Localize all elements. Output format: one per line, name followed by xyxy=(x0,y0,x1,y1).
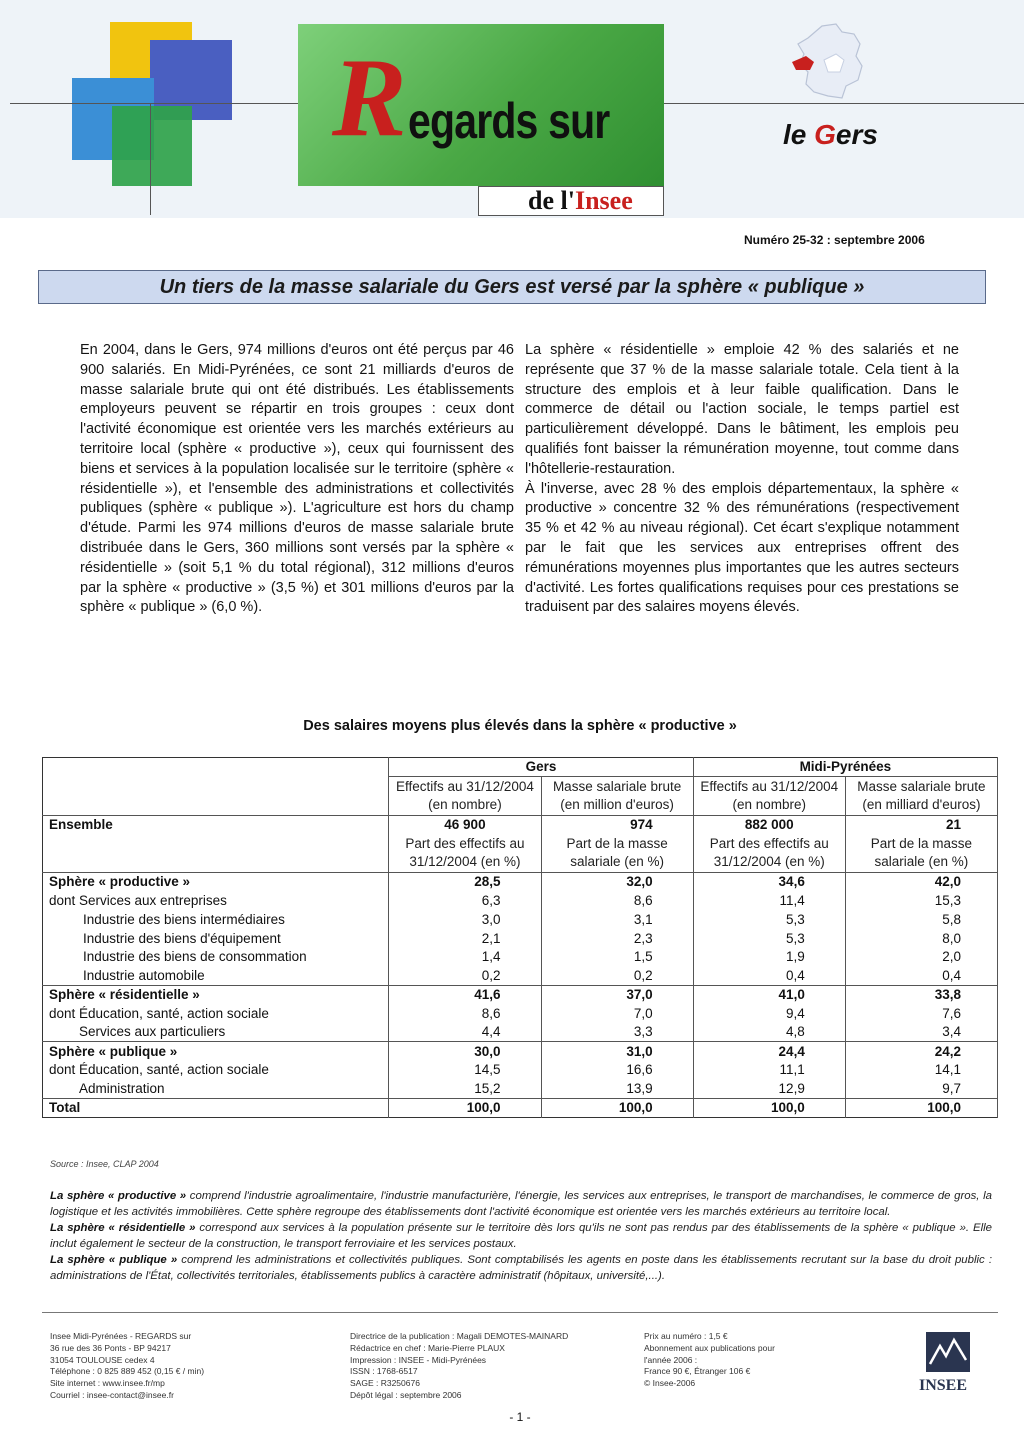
table-row-ensemble xyxy=(43,816,998,835)
table-cell: 15,3 xyxy=(845,892,997,911)
table-row xyxy=(43,910,998,929)
body-column-left xyxy=(80,341,514,618)
table-cell: 13,9 xyxy=(541,1080,693,1099)
column-header: Masse salariale brute (en million d'euros) xyxy=(541,777,693,816)
body-paragraph: La sphère « résidentielle » emploie 42 % des salariés et ne représente que 37 % de la masse salariale totale. Cela tient à la structure des emplois et à leur faible qualification. Dans le commerce de détail ou l'action sociale, le temps partiel est particulièrement développé. Dans le bâtiment, les emplois peu qualifiés font baisser la rémunération moyenne, tout comme dans l'hôtellerie-restauration. xyxy=(525,342,959,477)
table-cell: 11,4 xyxy=(693,892,845,911)
footer-line: France 90 €, Étranger 106 € xyxy=(644,1366,751,1377)
definitions xyxy=(50,1188,992,1284)
table-cell: 11,1 xyxy=(693,1061,845,1080)
table-corner xyxy=(43,758,389,777)
body-paragraph: À l'inverse, avec 28 % des emplois départementaux, la sphère « productive » concentre 32 % des rémunérations (respectivement 35 % et 42 % au niveau régional). Cet écart s'explique notamment par le fait que les services aux entreprises offrent des rémunérations moyennes plus importantes que les autres secteurs d'activité. Les fortes qualifications requises pour ces prestations se traduisent par des salaires moyens élevés. xyxy=(525,480,959,616)
salary-table xyxy=(42,757,998,1118)
logo-initial: R xyxy=(332,36,407,160)
column-header: Part de la masse salariale (en %) xyxy=(845,834,997,873)
table-cell: 1,5 xyxy=(541,948,693,967)
table-cell: 37,0 xyxy=(541,986,693,1005)
table-cell: 882 000 xyxy=(693,816,845,835)
row-label: dont Éducation, santé, action sociale xyxy=(43,1004,389,1023)
table-cell: 12,9 xyxy=(693,1080,845,1099)
table-cell: 2,0 xyxy=(845,948,997,967)
table-cell: 2,1 xyxy=(389,929,541,948)
insee-logo-text: INSEE xyxy=(918,1377,968,1394)
column-header: Effectifs au 31/12/2004 (en nombre) xyxy=(693,777,845,816)
table-cell: 3,0 xyxy=(389,910,541,929)
table-cell: 0,4 xyxy=(693,967,845,986)
department-title: le Gers xyxy=(783,119,878,150)
table-cell: 5,8 xyxy=(845,910,997,929)
footer-divider xyxy=(42,1312,998,1313)
footer-line: 36 rue des 36 Ponts - BP 94217 xyxy=(50,1342,171,1353)
table-cell: 100,0 xyxy=(845,1098,997,1117)
table-row xyxy=(43,986,998,1005)
table-row xyxy=(43,929,998,948)
table-row-total xyxy=(43,1098,998,1117)
table-cell: 9,7 xyxy=(845,1080,997,1099)
footer-publication xyxy=(350,1331,568,1402)
table-row xyxy=(43,873,998,892)
row-label: Sphère « productive » xyxy=(43,873,389,892)
footer-pricing xyxy=(644,1331,775,1390)
table-cell: 41,0 xyxy=(693,986,845,1005)
footer-line: ISSN : 1768-6517 xyxy=(350,1366,418,1377)
table-cell: 1,4 xyxy=(389,948,541,967)
logo-square-green xyxy=(112,106,192,186)
group-header-gers: Gers xyxy=(389,758,693,777)
footer-line: Courriel : insee-contact@insee.fr xyxy=(50,1389,174,1400)
table-source: Source : Insee, CLAP 2004 xyxy=(50,1159,159,1169)
table-cell: 34,6 xyxy=(693,873,845,892)
page-number: - 1 - xyxy=(509,1410,531,1424)
logo-subtitle: de l'Insee xyxy=(528,186,633,215)
table-cell: 31,0 xyxy=(541,1042,693,1061)
table-row xyxy=(43,1004,998,1023)
table-cell: 28,5 xyxy=(389,873,541,892)
footer-line: Dépôt légal : septembre 2006 xyxy=(350,1389,462,1400)
table-cell: 9,4 xyxy=(693,1004,845,1023)
table-cell: 100,0 xyxy=(389,1098,541,1117)
table-corner xyxy=(43,777,389,816)
headline-box xyxy=(38,270,986,304)
row-label: Ensemble xyxy=(43,816,389,835)
footer-line: Abonnement aux publications pour xyxy=(644,1342,775,1353)
row-label: Sphère « publique » xyxy=(43,1042,389,1061)
body-column-right xyxy=(525,341,959,618)
footer-line: l'année 2006 : xyxy=(644,1354,698,1365)
definition-residentielle: La sphère « résidentielle » correspond aux services à la population présente sur le territoire dès lors qu'ils ne sont pas rendus par des établissements de la sphère « publique ». Elle inclut également le secteur de la construction, le transport ferroviaire et les services postaux. xyxy=(50,1222,992,1250)
table-cell: 3,4 xyxy=(845,1023,997,1042)
table-cell: 15,2 xyxy=(389,1080,541,1099)
row-label: Industrie des biens de consommation xyxy=(43,948,389,967)
table-row xyxy=(43,1061,998,1080)
table-cell: 8,6 xyxy=(541,892,693,911)
row-label: dont Services aux entreprises xyxy=(43,892,389,911)
footer-line: 31054 TOULOUSE cedex 4 xyxy=(50,1354,155,1365)
table-cell: 30,0 xyxy=(389,1042,541,1061)
table-title: Des salaires moyens plus élevés dans la sphère « productive » xyxy=(303,718,737,734)
row-label: Total xyxy=(43,1098,389,1117)
footer-line: Directrice de la publication : Magali DEMOTES-MAINARD xyxy=(350,1331,569,1341)
definition-productive: La sphère « productive » comprend l'industrie agroalimentaire, l'industrie manufacturière, l'énergie, les services aux entreprises, le transport de marchandises, le commerce de gros, la logistique et les activités immobilières. Cette sphère regroupe des établissements dont l'activité économique est orientée vers les marchés extérieurs au territoire local. xyxy=(50,1190,992,1218)
table-cell: 7,0 xyxy=(541,1004,693,1023)
table-cell: 14,5 xyxy=(389,1061,541,1080)
footer-line: Téléphone : 0 825 889 452 (0,15 € / min) xyxy=(50,1366,205,1377)
table-row xyxy=(43,948,998,967)
table-cell: 41,6 xyxy=(389,986,541,1005)
definition-publique: La sphère « publique » comprend les administrations et collectivités publiques. Sont comptabilisés les agents en poste dans les établissements recrutant sur la base du droit public : administrations de l'État, collectivités territoriales, établissements publics à caractère administratif (hôpitaux, université,...). xyxy=(50,1254,992,1282)
footer-line: Impression : INSEE - Midi-Pyrénées xyxy=(350,1354,487,1365)
footer-line: Insee Midi-Pyrénées - REGARDS sur xyxy=(50,1331,192,1341)
row-label: Industrie des biens intermédiaires xyxy=(43,910,389,929)
table-cell: 42,0 xyxy=(845,873,997,892)
headline: Un tiers de la masse salariale du Gers est versé par la sphère « publique » xyxy=(159,276,865,298)
row-label: dont Éducation, santé, action sociale xyxy=(43,1061,389,1080)
table-cell: 5,3 xyxy=(693,910,845,929)
table-cell: 5,3 xyxy=(693,929,845,948)
table-cell: 2,3 xyxy=(541,929,693,948)
table-corner xyxy=(43,834,389,873)
row-label: Services aux particuliers xyxy=(43,1023,389,1042)
table-cell: 8,6 xyxy=(389,1004,541,1023)
issue-number: Numéro 25-32 : septembre 2006 xyxy=(744,233,925,247)
table-cell: 32,0 xyxy=(541,873,693,892)
table-cell: 14,1 xyxy=(845,1061,997,1080)
row-label: Industrie automobile xyxy=(43,967,389,986)
table-cell: 4,8 xyxy=(693,1023,845,1042)
table-cell: 46 900 xyxy=(389,816,541,835)
table-cell: 0,2 xyxy=(541,967,693,986)
france-map-icon xyxy=(784,20,884,104)
row-label: Industrie des biens d'équipement xyxy=(43,929,389,948)
table-cell: 21 xyxy=(845,816,997,835)
footer-line: Site internet : www.insee.fr/mp xyxy=(50,1378,165,1389)
table-cell: 24,4 xyxy=(693,1042,845,1061)
table-cell: 3,1 xyxy=(541,910,693,929)
table-cell: 16,6 xyxy=(541,1061,693,1080)
header-vertical-divider xyxy=(150,103,151,215)
table-cell: 8,0 xyxy=(845,929,997,948)
row-label: Sphère « résidentielle » xyxy=(43,986,389,1005)
table-cell: 33,8 xyxy=(845,986,997,1005)
table-cell: 1,9 xyxy=(693,948,845,967)
footer-address xyxy=(50,1331,204,1402)
footer-line: Rédactrice en chef : Marie-Pierre PLAUX xyxy=(350,1342,505,1353)
footer-line: © Insee-2006 xyxy=(644,1378,696,1389)
table-cell: 974 xyxy=(541,816,693,835)
table-row xyxy=(43,1023,998,1042)
table-cell: 3,3 xyxy=(541,1023,693,1042)
table-row xyxy=(43,1042,998,1061)
table-cell: 4,4 xyxy=(389,1023,541,1042)
table-cell: 100,0 xyxy=(693,1098,845,1117)
insee-logo-icon xyxy=(906,1330,980,1398)
table-row xyxy=(43,892,998,911)
column-header: Part des effectifs au 31/12/2004 (en %) xyxy=(693,834,845,873)
column-header: Masse salariale brute (en milliard d'euros) xyxy=(845,777,997,816)
table-cell: 7,6 xyxy=(845,1004,997,1023)
table-cell: 100,0 xyxy=(541,1098,693,1117)
table-cell: 0,4 xyxy=(845,967,997,986)
table-cell: 6,3 xyxy=(389,892,541,911)
table-cell: 0,2 xyxy=(389,967,541,986)
table-row xyxy=(43,967,998,986)
column-header: Effectifs au 31/12/2004 (en nombre) xyxy=(389,777,541,816)
table-cell: 24,2 xyxy=(845,1042,997,1061)
group-header-midi-pyrenees: Midi-Pyrénées xyxy=(693,758,997,777)
row-label: Administration xyxy=(43,1080,389,1099)
footer-line: SAGE : R3250676 xyxy=(350,1378,420,1389)
footer-line: Prix au numéro : 1,5 € xyxy=(644,1331,728,1341)
column-header: Part de la masse salariale (en %) xyxy=(541,834,693,873)
logo-title: egards sur xyxy=(408,93,610,149)
body-paragraph: En 2004, dans le Gers, 974 millions d'euros ont été perçus par 46 900 salariés. En Midi-Pyrénées, ce sont 21 milliards d'euros de masse salariale brute qui ont été distribués. Les établissements employeurs peuvent se répartir en trois groupes : ceux dont l'activité économique est orientée vers les marchés extérieurs au territoire local (sphère « productive »), ceux qui fournissent des biens et services à la population localisée sur le territoire (sphère « résidentielle »), et l'ensemble des administrations et collectivités publiques (sphère « publique »). L'agriculture est hors du champ d'étude. Parmi les 974 millions d'euros de masse salariale brute distribuée dans le Gers, 360 millions sont versés par la sphère « résidentielle » (soit 5,1 % du total régional), 312 millions d'euros par la sphère « productive » (3,5 %) et 301 millions d'euros par la sphère « publique » (6,0 %). xyxy=(80,342,514,616)
column-header: Part des effectifs au 31/12/2004 (en %) xyxy=(389,834,541,873)
table-row xyxy=(43,1080,998,1099)
